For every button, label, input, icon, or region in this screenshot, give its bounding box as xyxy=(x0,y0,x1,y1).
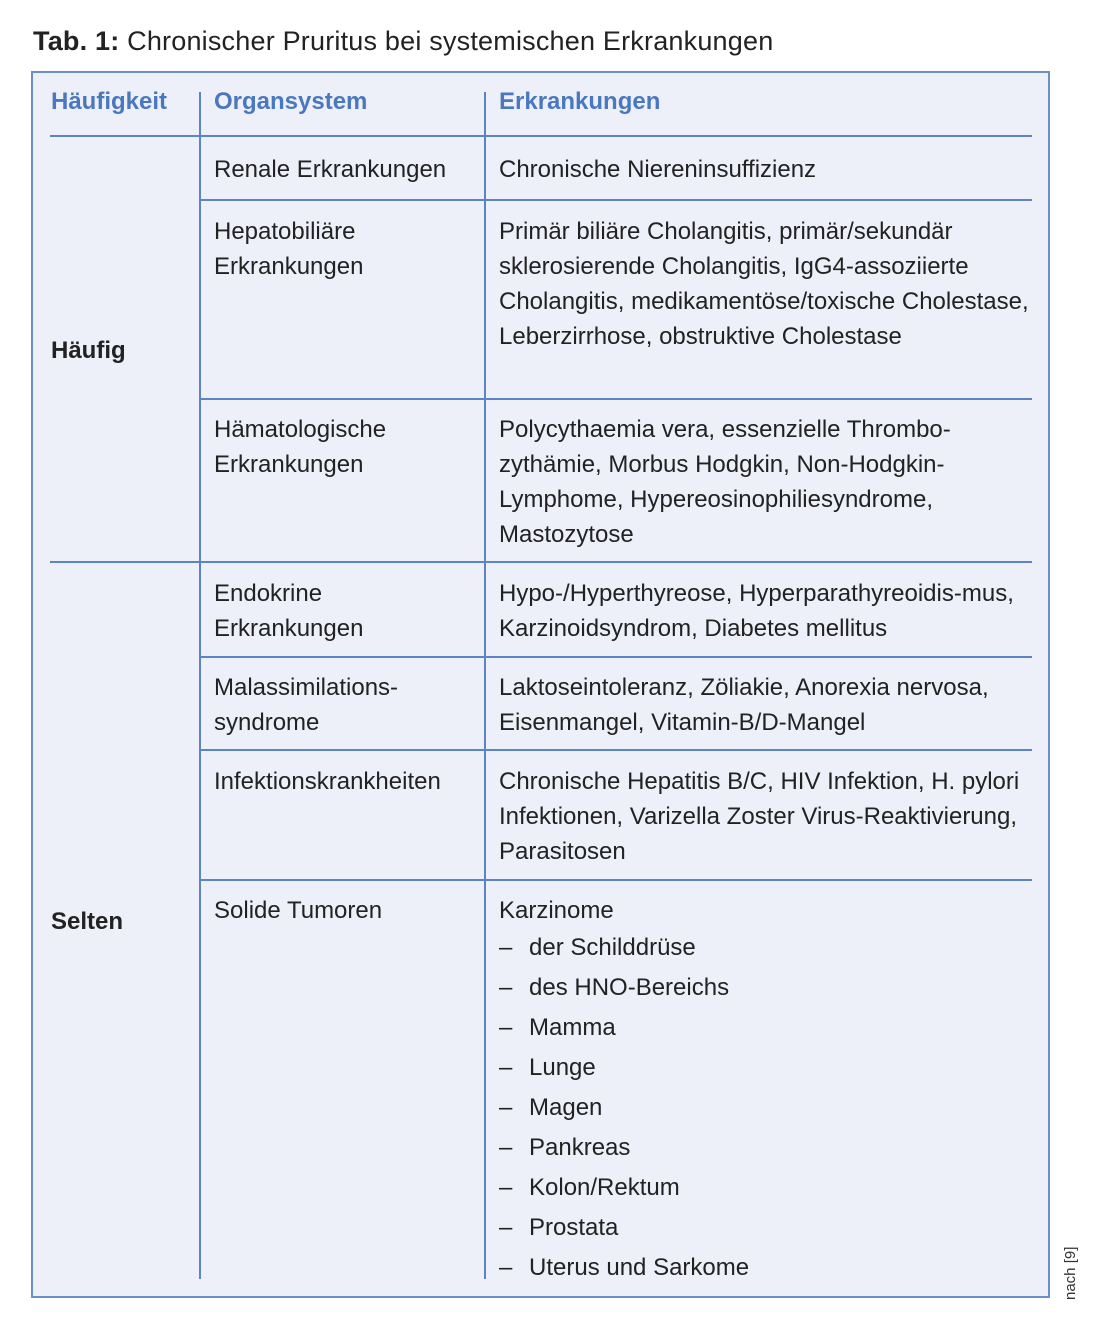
row-divider xyxy=(200,879,1032,881)
disease-cell: Chronische Hepatitis B/C, HIV Infektion, H. pylori Infektionen, Varizella Zoster Virus-Reaktivierung, Parasitosen xyxy=(499,768,1020,865)
frequency-common: Häufig xyxy=(51,337,126,364)
disease-cell: Laktoseintoleranz, Zöliakie, Anorexia nervosa, Eisenmangel, Vitamin-B/D-Mangel xyxy=(499,674,989,736)
list-item xyxy=(499,1208,1029,1248)
list-item xyxy=(499,928,1029,968)
column-divider xyxy=(484,92,486,1279)
list-item xyxy=(499,1048,1029,1088)
source-note: nach [9] xyxy=(1062,1246,1079,1300)
organ-cell: Solide Tumoren xyxy=(214,897,383,924)
group-divider xyxy=(50,561,1032,563)
list-item-text: Magen xyxy=(529,1094,603,1121)
dash-bullet: – xyxy=(499,1014,513,1041)
organ-cell: Hepatobiliäre Erkrankungen xyxy=(214,218,364,280)
organ-cell: Infektionskrankheiten xyxy=(214,768,441,795)
list-item-text: Pankreas xyxy=(529,1134,631,1161)
dash-bullet: – xyxy=(499,1054,513,1081)
organ-cell: Hämatologische Erkrankungen xyxy=(214,416,387,478)
dash-bullet: – xyxy=(499,1094,513,1121)
row-divider xyxy=(200,199,1032,201)
organ-cell: Endokrine Erkrankungen xyxy=(214,580,364,642)
table-title xyxy=(33,26,773,57)
frequency-rare: Selten xyxy=(51,908,124,935)
dash-bullet: – xyxy=(499,934,513,961)
row-divider xyxy=(200,656,1032,658)
header-organ-system: Organsystem xyxy=(214,88,368,115)
disease-cell: Chronische Niereninsuffizienz xyxy=(499,156,817,183)
column-divider xyxy=(199,92,201,1279)
disease-list xyxy=(499,928,1029,1288)
list-item-text: des HNO-Bereichs xyxy=(529,974,730,1001)
list-item xyxy=(499,1168,1029,1208)
disease-cell: Primär biliäre Cholangitis, primär/sekundär sklerosierende Cholangitis, IgG4-assoziierte Cholangitis, medikamentöse/toxische Cholestase, Leberzirrhose, obstruktive Cholestase xyxy=(499,218,1029,350)
list-item-text: Lunge xyxy=(529,1054,596,1081)
disease-cell xyxy=(499,893,1029,1288)
organ-cell: Malassimilations-syndrome xyxy=(214,674,399,736)
disease-heading: Karzinome xyxy=(499,897,614,924)
disease-cell: Hypo-/Hyperthyreose, Hyperparathyreoidis-mus, Karzinoidsyndrom, Diabetes mellitus xyxy=(499,580,1014,642)
dash-bullet: – xyxy=(499,1134,513,1161)
list-item xyxy=(499,1248,1029,1288)
list-item xyxy=(499,1008,1029,1048)
header-divider xyxy=(50,135,1032,137)
list-item-text: Mamma xyxy=(529,1014,616,1041)
list-item xyxy=(499,968,1029,1008)
dash-bullet: – xyxy=(499,1214,513,1241)
dash-bullet: – xyxy=(499,974,513,1001)
row-divider xyxy=(200,749,1032,751)
header-diseases: Erkrankungen xyxy=(499,88,661,115)
list-item-text: der Schilddrüse xyxy=(529,934,696,961)
list-item xyxy=(499,1088,1029,1128)
dash-bullet: – xyxy=(499,1174,513,1201)
list-item-text: Kolon/Rektum xyxy=(529,1174,680,1201)
header-frequency: Häufigkeit xyxy=(51,88,168,115)
row-divider xyxy=(200,398,1032,400)
list-item-text: Prostata xyxy=(529,1214,619,1241)
dash-bullet: – xyxy=(499,1254,513,1281)
disease-cell: Polycythaemia vera, essenzielle Thrombo-zythämie, Morbus Hodgkin, Non-Hodgkin-Lymphome, Hypereosinophiliesyndrome, Mastozytose xyxy=(499,416,951,548)
list-item xyxy=(499,1128,1029,1168)
table-number: Tab. 1: xyxy=(33,26,120,56)
table-caption: Chronischer Pruritus bei systemischen Erkrankungen xyxy=(127,26,774,56)
organ-cell: Renale Erkrankungen xyxy=(214,156,447,183)
list-item-text: Uterus und Sarkome xyxy=(529,1254,750,1281)
